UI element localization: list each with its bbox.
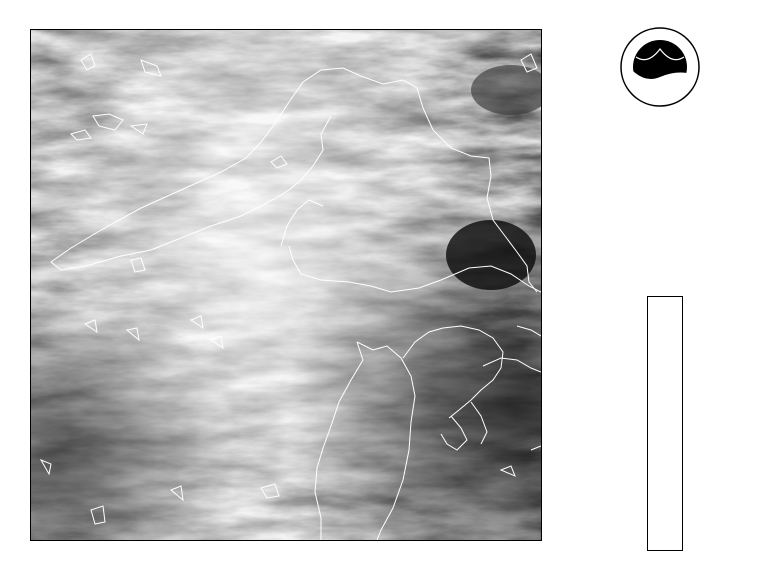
satellite-image [31,30,541,540]
colorbar [647,296,683,551]
noaa-logo [620,27,700,107]
satellite-image-panel [30,29,542,541]
